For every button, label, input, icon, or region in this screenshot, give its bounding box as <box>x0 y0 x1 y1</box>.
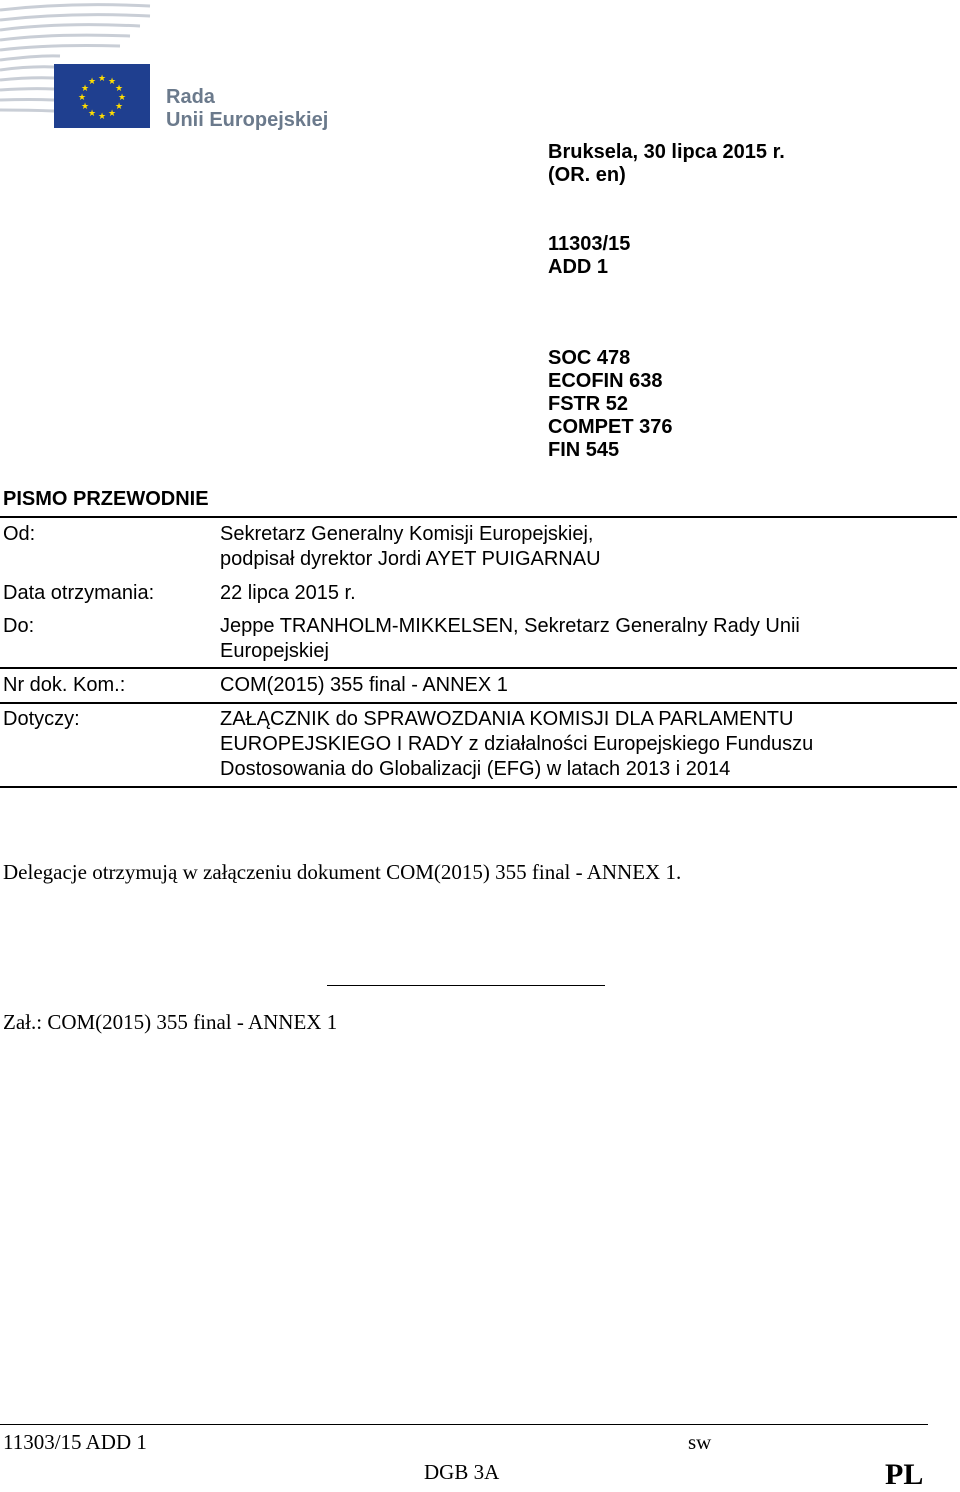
svg-text:★: ★ <box>87 109 97 119</box>
divider <box>0 516 957 518</box>
footer-language: PL <box>885 1458 924 1491</box>
svg-text:★: ★ <box>87 77 97 87</box>
svg-text:★: ★ <box>107 77 117 87</box>
eu-flag-icon <box>54 64 150 128</box>
footer-department: DGB 3A <box>424 1460 500 1484</box>
svg-text:★: ★ <box>77 93 87 103</box>
date-label: Data otrzymania: <box>3 582 155 604</box>
code-item: FIN 545 <box>548 439 620 461</box>
doc-number-label: Nr dok. Kom.: <box>3 674 126 696</box>
addendum: ADD 1 <box>548 256 609 278</box>
divider <box>0 786 957 788</box>
svg-text:★: ★ <box>114 102 124 112</box>
doc-number-value: COM(2015) 355 final - ANNEX 1 <box>220 674 508 696</box>
original-language: (OR. en) <box>548 164 626 186</box>
svg-text:★: ★ <box>97 112 107 122</box>
code-item: SOC 478 <box>548 347 631 369</box>
from-value-line-2: podpisał dyrektor Jordi AYET PUIGARNAU <box>220 548 601 570</box>
code-item: COMPET 376 <box>548 416 673 438</box>
separator-line <box>327 985 605 986</box>
footer-divider <box>0 1424 928 1425</box>
from-label: Od: <box>3 523 36 545</box>
subject-label: Dotyczy: <box>3 708 80 730</box>
divider <box>0 702 957 704</box>
svg-text:★: ★ <box>80 84 90 94</box>
logo-line-1: Rada <box>166 86 215 108</box>
svg-text:★: ★ <box>114 84 124 94</box>
divider <box>0 667 957 669</box>
place-date: Bruksela, 30 lipca 2015 r. <box>548 141 785 163</box>
svg-text:★: ★ <box>117 93 127 103</box>
svg-text:★: ★ <box>97 74 107 84</box>
code-item: ECOFIN 638 <box>548 370 663 392</box>
document-title: PISMO PRZEWODNIE <box>3 488 209 510</box>
code-item: FSTR 52 <box>548 393 629 415</box>
classification-codes <box>548 347 672 462</box>
attachment-note: Zał.: COM(2015) 355 final - ANNEX 1 <box>3 1010 338 1034</box>
body-text: Delegacje otrzymują w załączeniu dokument COM(2015) 355 final - ANNEX 1. <box>3 860 682 884</box>
from-value-line-1: Sekretarz Generalny Komisji Europejskiej, <box>220 523 594 545</box>
document-number-block <box>548 233 630 279</box>
subject-value: ZAŁĄCZNIK do SPRAWOZDANIA KOMISJI DLA PARLAMENTU EUROPEJSKIEGO I RADY z działalności Europejskiego Funduszu Dostosowania do Globalizacji (EFG) w latach 2013 i 2014 <box>220 708 814 780</box>
from-value <box>220 522 950 572</box>
logo-line-2: Unii Europejskiej <box>166 109 329 131</box>
svg-text:★: ★ <box>80 102 90 112</box>
date-value: 22 lipca 2015 r. <box>220 582 356 604</box>
to-label: Do: <box>3 615 35 637</box>
place-date-block <box>548 141 785 187</box>
council-logo-text <box>166 86 328 132</box>
footer-reference: 11303/15 ADD 1 <box>3 1430 147 1454</box>
svg-text:★: ★ <box>107 109 117 119</box>
to-value: Jeppe TRANHOLM-MIKKELSEN, Sekretarz Generalny Rady Unii Europejskiej <box>220 615 800 662</box>
document-number: 11303/15 <box>548 233 631 255</box>
footer-initials: sw <box>688 1430 712 1454</box>
